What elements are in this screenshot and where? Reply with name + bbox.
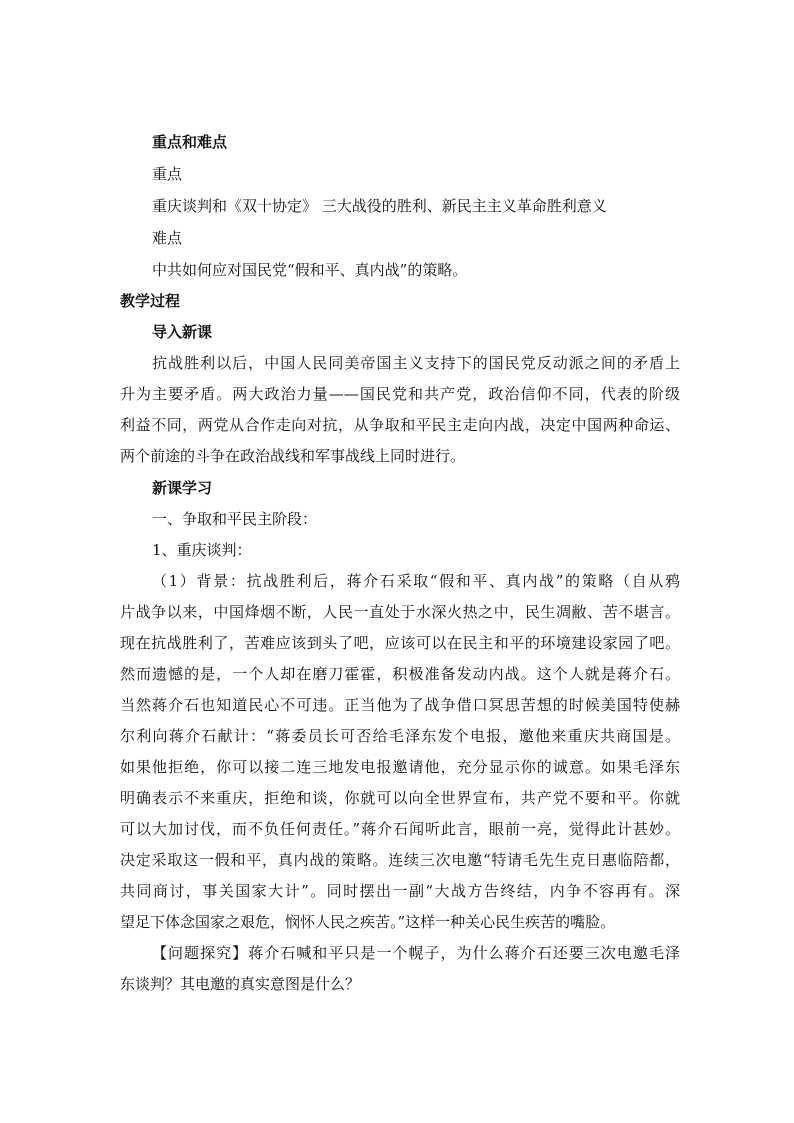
item-one-heading: 1、重庆谈判： [152, 541, 252, 559]
background-line-6: 尔利向蒋介石献计：“蒋委员长可否给毛泽东发个电报，邀他来重庆共商国是。 [120, 727, 680, 745]
background-line-2: 片战争以来，中国烽烟不断，人民一直处于水深火热之中，民生凋敝、苦不堪言。 [120, 603, 680, 621]
background-line-12: 望足下体念国家之艰危，悯怀人民之疾苦。”这样一种关心民生疾苦的嘴脸。 [120, 913, 616, 931]
intro-line-4: 两个前途的斗争在政治战线和军事战线上同时进行。 [120, 447, 466, 465]
intro-line-2: 升为主要矛盾。两大政治力量——国民党和共产党，政治信仰不同，代表的阶级 [120, 385, 680, 403]
background-line-9: 可以大加讨伐，而不负任何责任。”蒋介石闻听此言，眼前一亮，觉得此计甚妙。 [120, 820, 680, 838]
background-line-4: 然而遗憾的是，一个人却在磨刀霍霍，积极准备发动内战。这个人就是蒋介石。 [120, 665, 680, 683]
key-points-heading: 重点和难点 [152, 133, 228, 151]
background-line-10: 决定采取这一假和平，真内战的策略。连续三次电邀“特请毛先生克日惠临陪都， [120, 851, 680, 869]
intro-line-3: 利益不同，两党从合作走向对抗，从争取和平民主走向内战，决定中国两种命运、 [120, 416, 680, 434]
background-line-1: （1）背景：抗战胜利后，蒋介石采取“假和平、真内战”的策略（自从鸦 [152, 572, 680, 590]
teaching-process-heading: 教学过程 [120, 292, 181, 310]
difficult-text: 中共如何应对国民党“假和平、真内战”的策略。 [152, 261, 468, 279]
background-line-8: 明确表示不来重庆，拒绝和谈，你就可以向全世界宣布，共产党不要和平。你就 [120, 789, 680, 807]
intro-line-1: 抗战胜利以后，中国人民同美帝国主义支持下的国民党反动派之间的矛盾上 [152, 354, 680, 372]
part-one-heading: 一、争取和平民主阶段： [152, 510, 318, 528]
new-lesson-heading: 新课学习 [152, 479, 213, 497]
background-line-7: 如果他拒绝，你可以接二连三地发电报邀请他，充分显示你的诚意。如果毛泽东 [120, 758, 680, 776]
intro-heading: 导入新课 [152, 323, 213, 341]
key-text: 重庆谈判和《双十协定》 三大战役的胜利、新民主主义革命胜利意义 [152, 197, 607, 215]
question-line-2: 东谈判？其电邀的真实意图是什么？ [120, 975, 361, 993]
background-line-3: 现在抗战胜利了，苦难应该到头了吧，应该可以在民主和平的环境建设家园了吧。 [120, 634, 680, 652]
question-line-1: 【问题探究】蒋介石喊和平只是一个幌子，为什么蒋介石还要三次电邀毛泽 [152, 944, 680, 962]
background-line-5: 当然蒋介石也知道民心不可违。正当他为了战争借口冥思苦想的时候美国特使赫 [120, 696, 680, 714]
difficult-label: 难点 [152, 229, 183, 247]
background-line-11: 共同商讨，事关国家大计”。同时摆出一副“大战方告终结，内争不容再有。深 [120, 882, 680, 900]
key-label: 重点 [152, 165, 183, 183]
